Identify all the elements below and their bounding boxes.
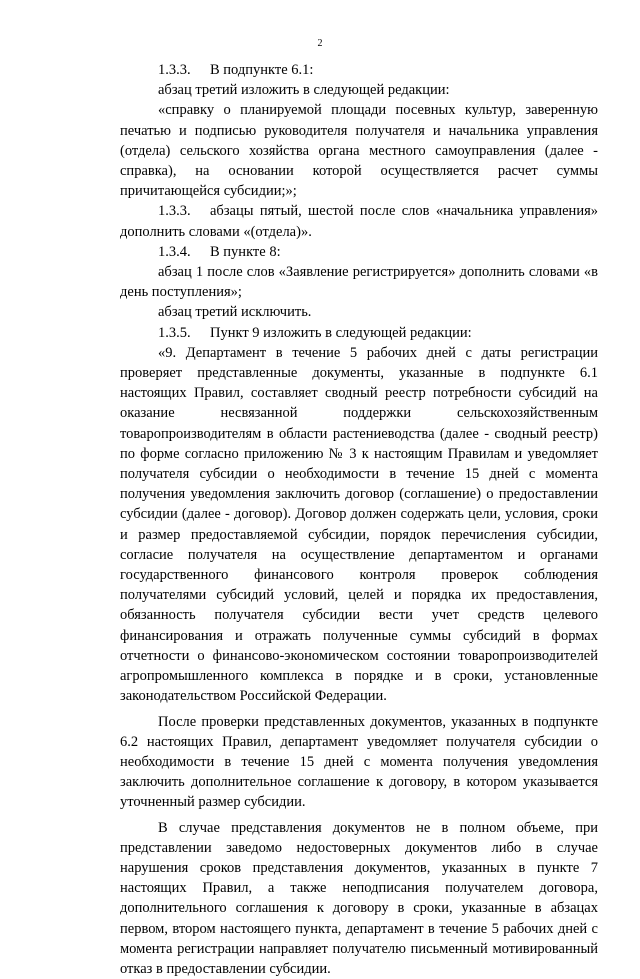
page-number: 2 [317, 38, 323, 49]
paragraph-text: абзац 1 после слов «Заявление регистрируется» дополнить словами «в день поступления»; [120, 264, 598, 301]
paragraph-text: «справку о планируемой площади посевных культур, заверенную печатью и подписью руководителя получателя и начальника управления (отдела) сельского хозяйства органа местного самоуправления (далее - справка), на основании которой осуществляется расчет суммы причитающейся субсидии;»; [120, 102, 598, 200]
paragraph-text: В подпункте 6.1: [210, 62, 314, 78]
paragraph-text: «9. Департамент в течение 5 рабочих дней с даты регистрации проверяет представленные документы, указанные в подпункте 6.1 настоящих Правил, составляет сводный реестр потребности субсидий на оказание несвязанной поддержки сельскохозяйственным товаропроизводителям в области растениеводства (далее - сводный реестр) по форме согласно приложению № 3 к настоящим Правилам и уведомляет получателя субсидии о необходимости в течение 15 дней с момента получения уведомления заключить договор (соглашение) о предоставлении субсидии (далее - договор). Договор должен содержать цели, условия, сроки и размер предоставляемой субсидии, порядок перечисления субсидии, согласие получателя на осуществление департаментом и органами государственного финансового контроля проверок соблюдения получателями субсидий условий, целей и порядка их предоставления, обязанность получателя субсидии вести учет средств целевого финансирования и отражать полученные суммы субсидий в формах отчетности о финансово-экономическом состоянии товаропроизводителей агропромышленного комплекса в порядке и в сроки, установленные законодательством Российской Федерации. [120, 344, 598, 705]
paragraph-text: абзацы пятый, шестой после слов «начальника управления» дополнить словами «(отдела)». [120, 203, 598, 240]
paragraph-1-3-4-heading [120, 242, 598, 262]
paragraph-punkt-9 [120, 343, 598, 707]
paragraph-text: Пункт 9 изложить в следующей редакции: [210, 324, 472, 341]
paragraph-abzac-1 [120, 262, 598, 302]
document-body [120, 60, 598, 979]
paragraph-v-sluchae [120, 818, 598, 979]
paragraph-1-3-5-heading [120, 323, 598, 343]
clause-number: 1.3.4. [158, 243, 191, 260]
clause-number: 1.3.3. [158, 203, 191, 220]
paragraph-spravka-quote [120, 100, 598, 201]
clause-number: 1.3.3. [158, 62, 191, 78]
paragraph-posle-proverki [120, 712, 598, 813]
paragraph-text: абзац третий изложить в следующей редакции: [158, 82, 450, 99]
paragraph-text: В пункте 8: [210, 243, 281, 260]
paragraph-text: После проверки представленных документов, указанных в подпункте 6.2 настоящих Правил, департамент уведомляет получателя субсидии о необходимости в течение 15 дней с момента получения уведомления заключить дополнительное соглашение к договору, в котором указывается уточненный размер субсидии. [120, 713, 598, 811]
paragraph-1-3-3-heading [120, 60, 598, 80]
paragraph-1-3-3-abzacy [120, 201, 598, 241]
paragraph-abzac-isklyuchit [120, 302, 598, 322]
paragraph-abzac-tretiy [120, 80, 598, 100]
paragraph-text: абзац третий исключить. [158, 304, 312, 321]
paragraph-text: В случае представления документов не в полном объеме, при представлении заведомо недостоверных документов либо в случае нарушения сроков представления документов, указанных в пункте 7 настоящих Правил, а также неподписания получателем договора, дополнительного соглашения к договору в сроки, указанные в абзацах первом, втором настоящего пункта, департамент в течение 5 рабочих дней с момента регистрации направляет получателю письменный мотивированный отказ в предоставлении субсидии. [120, 819, 598, 977]
clause-number: 1.3.5. [158, 324, 191, 341]
